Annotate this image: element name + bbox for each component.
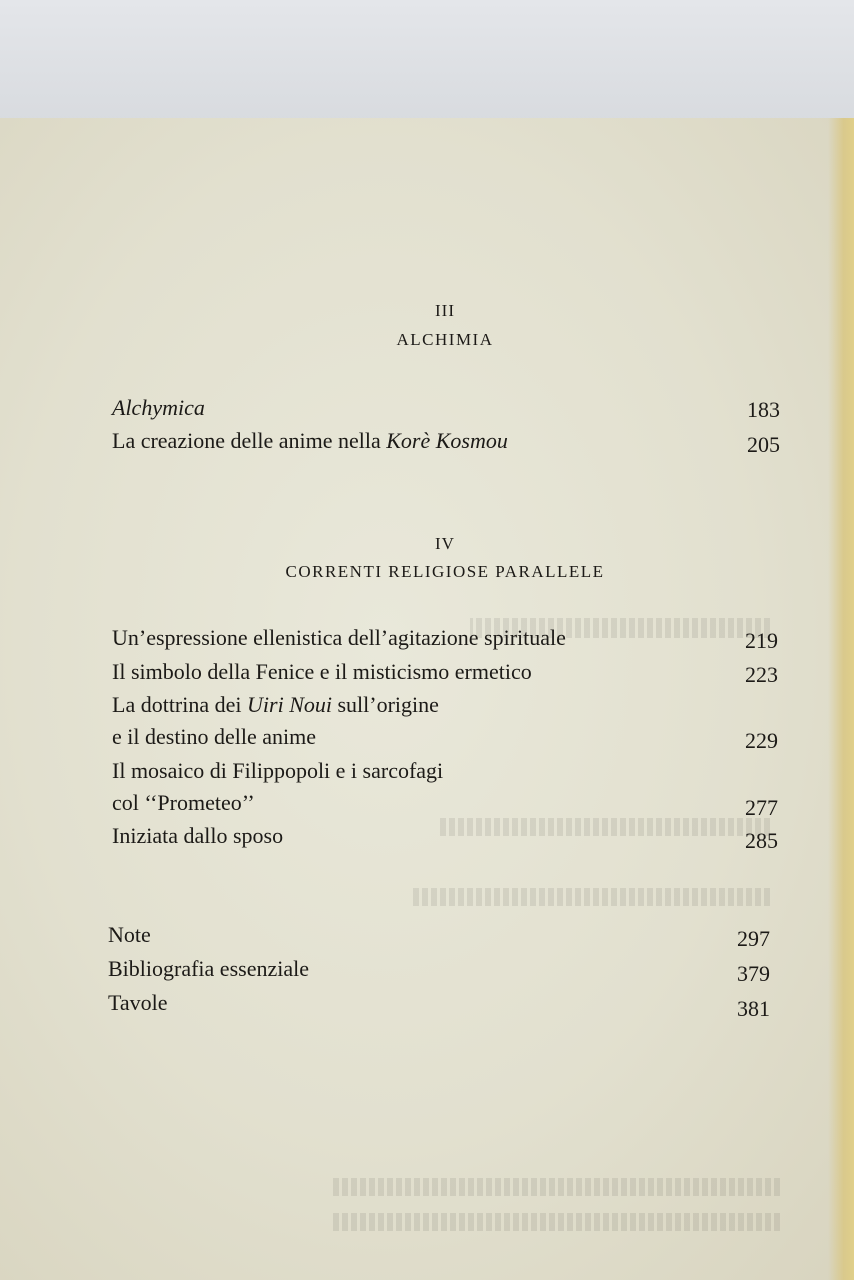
page-number: 183 bbox=[747, 397, 780, 422]
entry-title: sull’origine bbox=[331, 692, 439, 717]
toc-entry: Tavole bbox=[108, 990, 168, 1015]
toc-entry: Bibliografia essenziale bbox=[108, 956, 309, 981]
toc-entry: Un’espressione ellenistica dell’agitazione spirituale bbox=[112, 625, 566, 650]
entry-title: La creazione delle anime nella bbox=[112, 428, 387, 453]
background-surface bbox=[0, 0, 854, 122]
section-number: IV bbox=[435, 534, 455, 553]
page-number: 297 bbox=[737, 926, 770, 951]
page-number: 223 bbox=[745, 662, 778, 687]
page-number: 219 bbox=[745, 628, 778, 653]
show-through bbox=[330, 1213, 780, 1231]
page-number: 285 bbox=[745, 828, 778, 853]
page-number: 229 bbox=[745, 728, 778, 753]
page-number: 379 bbox=[737, 961, 770, 986]
toc-entry bbox=[112, 694, 439, 716]
section-number: III bbox=[435, 301, 455, 320]
page-number: 277 bbox=[745, 795, 778, 820]
toc-entry: Il simbolo della Fenice e il misticismo ermetico bbox=[112, 659, 532, 684]
show-through bbox=[410, 888, 770, 906]
toc-entry: Note bbox=[108, 922, 151, 947]
toc-entry: Iniziata dallo sposo bbox=[112, 823, 284, 848]
toc-entry-continuation: col ‘‘Prometeo’’ bbox=[112, 790, 255, 815]
page-edge bbox=[828, 118, 854, 1280]
toc-entry: Il mosaico di Filippopoli e i sarcofagi bbox=[112, 758, 444, 783]
show-through bbox=[330, 1178, 780, 1196]
toc-entry bbox=[112, 430, 508, 452]
section-title: ALCHIMIA bbox=[396, 330, 494, 349]
section-title: CORRENTI RELIGIOSE PARALLELE bbox=[285, 562, 605, 581]
entry-title: La dottrina dei bbox=[112, 692, 248, 717]
toc-entry-continuation: e il destino delle anime bbox=[112, 724, 317, 749]
book-page bbox=[0, 118, 854, 1280]
entry-title: Alchymica bbox=[112, 395, 205, 420]
entry-title-italic: Korè Kosmou bbox=[386, 428, 508, 453]
entry-title-italic: Uiri Noui bbox=[247, 692, 332, 717]
page-number: 205 bbox=[747, 432, 780, 457]
toc-entry bbox=[112, 397, 205, 419]
page-number: 381 bbox=[737, 996, 770, 1021]
